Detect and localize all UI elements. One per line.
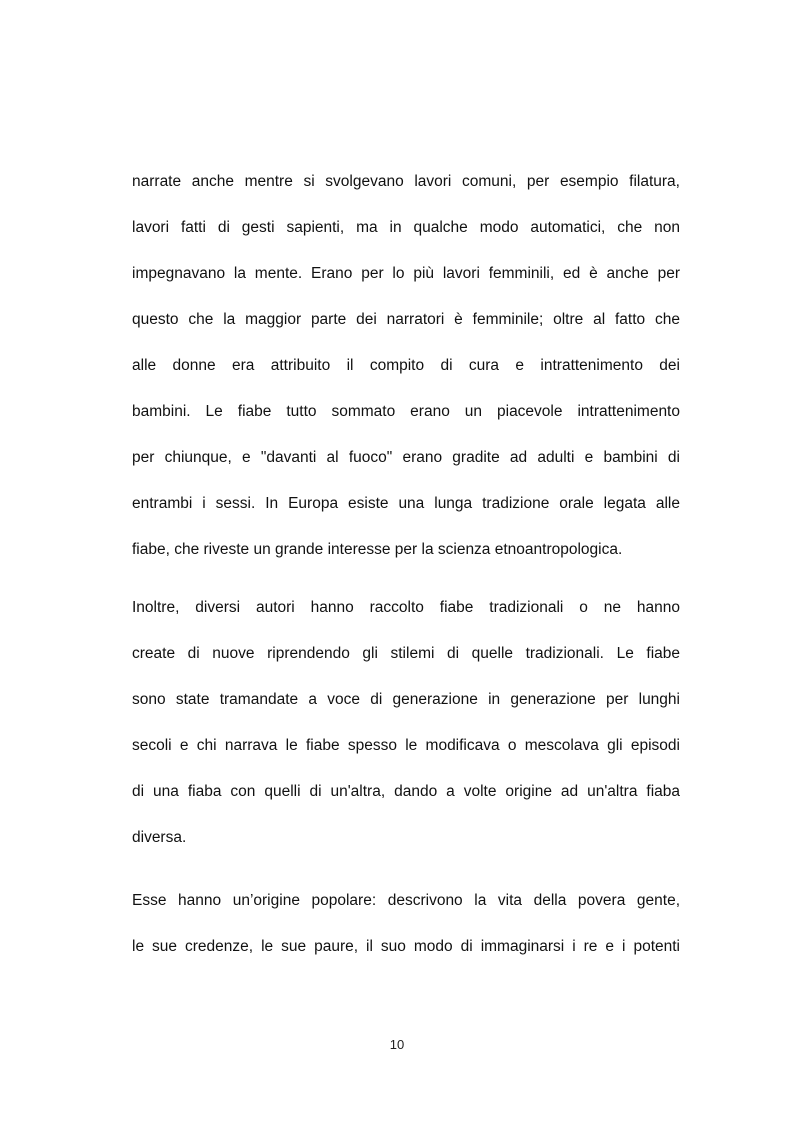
paragraph-line: per chiunque, e "davanti al fuoco" erano gradite ad adulti e bambini di (132, 449, 680, 466)
paragraph-line: le sue credenze, le sue paure, il suo modo di immaginarsi i re e i potenti (132, 938, 680, 955)
paragraph-line: secoli e chi narrava le fiabe spesso le modificava o mescolava gli episodi (132, 737, 680, 754)
paragraph-line: narrate anche mentre si svolgevano lavori comuni, per esempio filatura, (132, 173, 680, 190)
paragraph-line: questo che la maggior parte dei narratori è femminile; oltre al fatto che (132, 311, 680, 328)
paragraph-line: entrambi i sessi. In Europa esiste una lunga tradizione orale legata alle (132, 495, 680, 512)
paragraph-line: lavori fatti di gesti sapienti, ma in qualche modo automatici, che non (132, 219, 680, 236)
paragraph-line: di una fiaba con quelli di un'altra, dando a volte origine ad un'altra fiaba (132, 783, 680, 800)
paragraph-line: bambini. Le fiabe tutto sommato erano un piacevole intrattenimento (132, 403, 680, 420)
paragraph-line: Inoltre, diversi autori hanno raccolto fiabe tradizionali o ne hanno (132, 599, 680, 616)
paragraph-2 (132, 585, 680, 861)
paragraph-3 (132, 878, 680, 970)
paragraph-line: sono state tramandate a voce di generazione in generazione per lunghi (132, 691, 680, 708)
paragraph-line: create di nuove riprendendo gli stilemi di quelle tradizionali. Le fiabe (132, 645, 680, 662)
page-number: 10 (389, 1037, 405, 1052)
paragraph-line: Esse hanno un’origine popolare: descrivono la vita della povera gente, (132, 892, 680, 909)
paragraph-line: diversa. (132, 829, 187, 846)
paragraph-line: alle donne era attribuito il compito di cura e intrattenimento dei (132, 357, 680, 374)
paragraph-line: impegnavano la mente. Erano per lo più lavori femminili, ed è anche per (132, 265, 680, 282)
paragraph-1 (132, 159, 680, 573)
paragraph-line: fiabe, che riveste un grande interesse per la scienza etnoantropologica. (132, 541, 623, 558)
